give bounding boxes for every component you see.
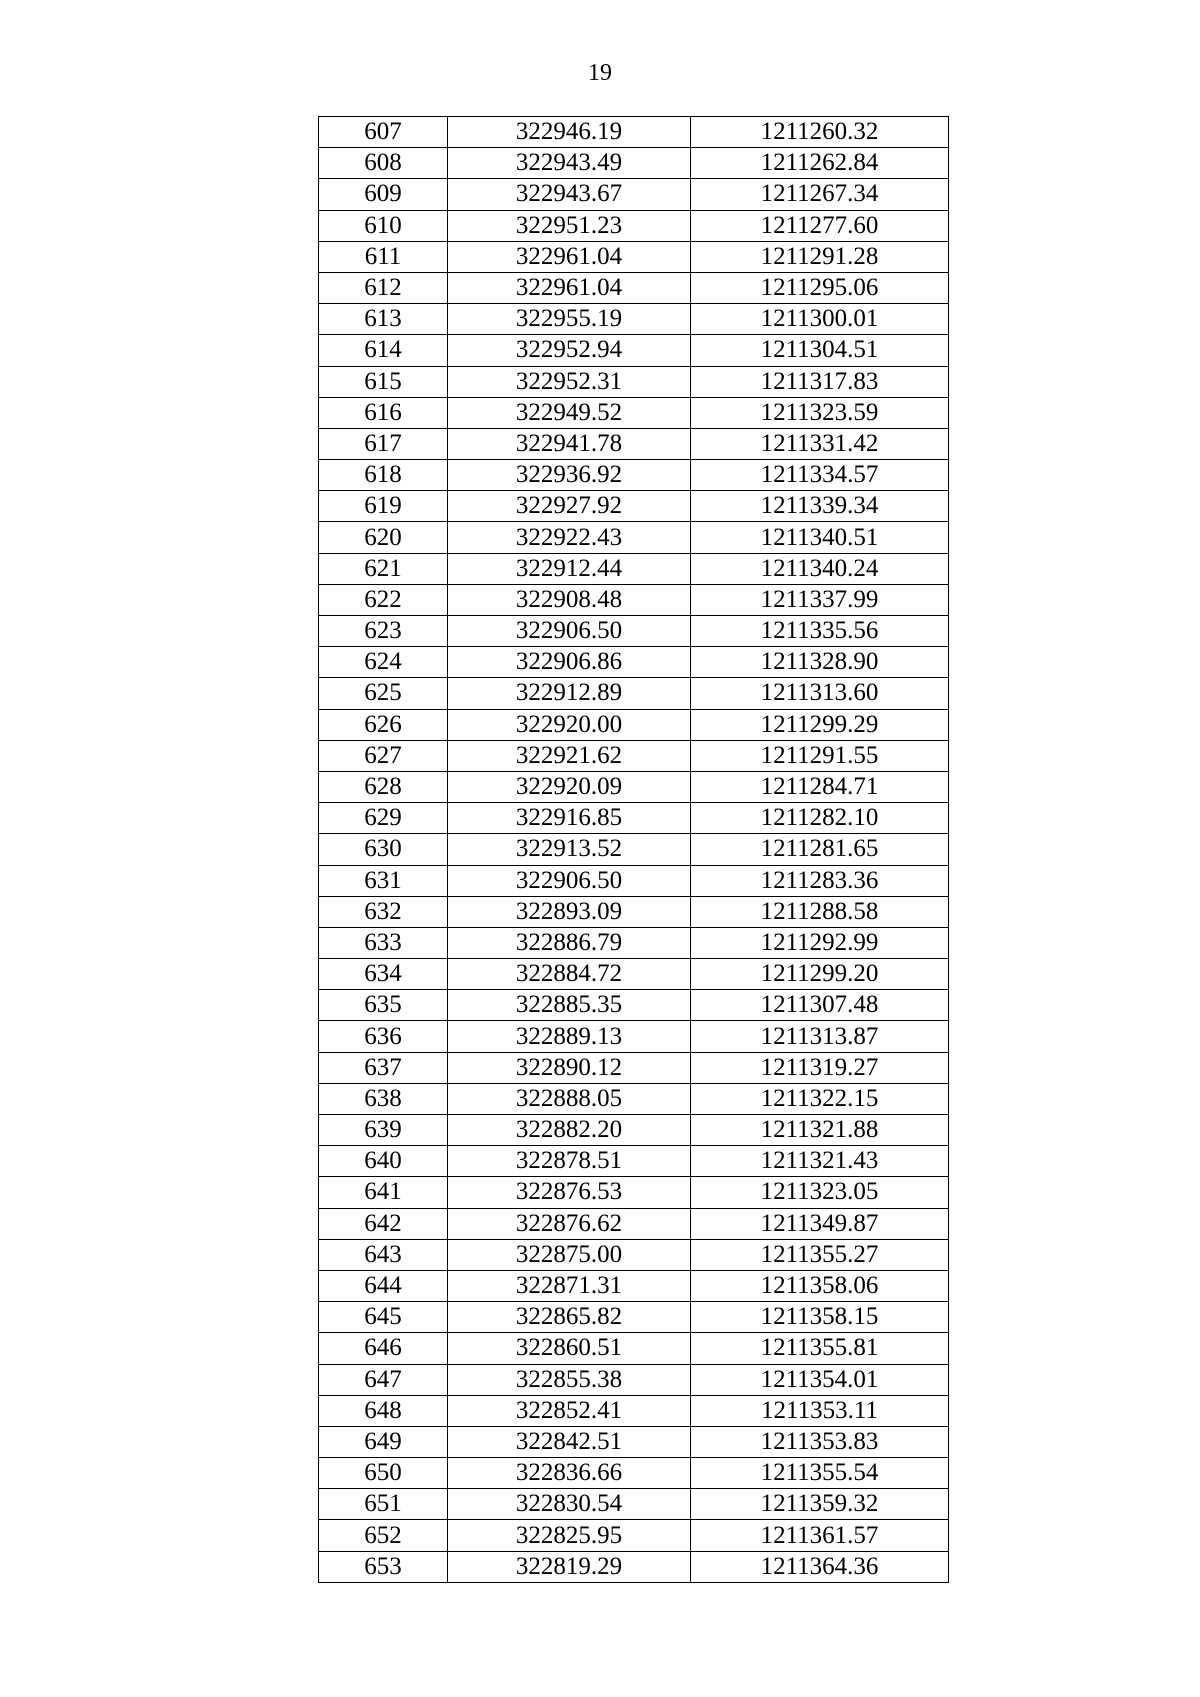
table-row: [319, 210, 949, 241]
x-coordinate-cell: 322952.94: [448, 335, 691, 366]
point-number-cell: 627: [319, 740, 448, 771]
x-coordinate-cell: 322830.54: [448, 1489, 691, 1520]
table-row: [319, 428, 949, 459]
point-number-cell: 613: [319, 304, 448, 335]
table-row: [319, 117, 949, 148]
table-row: [319, 959, 949, 990]
y-coordinate-cell: 1211299.20: [691, 959, 949, 990]
y-coordinate-cell: 1211260.32: [691, 117, 949, 148]
point-number-cell: 610: [319, 210, 448, 241]
point-number-cell: 623: [319, 616, 448, 647]
point-number-cell: 636: [319, 1021, 448, 1052]
point-number-cell: 651: [319, 1489, 448, 1520]
y-coordinate-cell: 1211319.27: [691, 1052, 949, 1083]
table-row: [319, 1021, 949, 1052]
y-coordinate-cell: 1211291.28: [691, 241, 949, 272]
x-coordinate-cell: 322908.48: [448, 584, 691, 615]
x-coordinate-cell: 322920.09: [448, 771, 691, 802]
point-number-cell: 628: [319, 771, 448, 802]
x-coordinate-cell: 322890.12: [448, 1052, 691, 1083]
y-coordinate-cell: 1211317.83: [691, 366, 949, 397]
y-coordinate-cell: 1211322.15: [691, 1083, 949, 1114]
table-row: [319, 647, 949, 678]
x-coordinate-cell: 322888.05: [448, 1083, 691, 1114]
table-row: [319, 1239, 949, 1270]
y-coordinate-cell: 1211339.34: [691, 491, 949, 522]
x-coordinate-cell: 322936.92: [448, 460, 691, 491]
table-row: [319, 148, 949, 179]
point-number-cell: 629: [319, 803, 448, 834]
point-number-cell: 614: [319, 335, 448, 366]
x-coordinate-cell: 322825.95: [448, 1520, 691, 1551]
point-number-cell: 631: [319, 865, 448, 896]
table-row: [319, 1146, 949, 1177]
table-row: [319, 460, 949, 491]
x-coordinate-cell: 322946.19: [448, 117, 691, 148]
point-number-cell: 615: [319, 366, 448, 397]
y-coordinate-cell: 1211364.36: [691, 1551, 949, 1582]
x-coordinate-cell: 322865.82: [448, 1302, 691, 1333]
point-number-cell: 632: [319, 896, 448, 927]
y-coordinate-cell: 1211358.15: [691, 1302, 949, 1333]
table-row: [319, 1115, 949, 1146]
y-coordinate-cell: 1211323.59: [691, 397, 949, 428]
y-coordinate-cell: 1211292.99: [691, 927, 949, 958]
table-row: [319, 522, 949, 553]
x-coordinate-cell: 322906.86: [448, 647, 691, 678]
table-row: [319, 1333, 949, 1364]
point-number-cell: 612: [319, 272, 448, 303]
y-coordinate-cell: 1211281.65: [691, 834, 949, 865]
point-number-cell: 648: [319, 1395, 448, 1426]
point-number-cell: 630: [319, 834, 448, 865]
y-coordinate-cell: 1211359.32: [691, 1489, 949, 1520]
table-row: [319, 1052, 949, 1083]
table-row: [319, 678, 949, 709]
x-coordinate-cell: 322943.67: [448, 179, 691, 210]
point-number-cell: 624: [319, 647, 448, 678]
y-coordinate-cell: 1211353.11: [691, 1395, 949, 1426]
x-coordinate-cell: 322884.72: [448, 959, 691, 990]
table-row: [319, 1551, 949, 1582]
point-number-cell: 609: [319, 179, 448, 210]
table-row: [319, 990, 949, 1021]
point-number-cell: 640: [319, 1146, 448, 1177]
table-row: [319, 927, 949, 958]
point-number-cell: 607: [319, 117, 448, 148]
point-number-cell: 646: [319, 1333, 448, 1364]
coordinates-table: [318, 116, 949, 1583]
y-coordinate-cell: 1211335.56: [691, 616, 949, 647]
x-coordinate-cell: 322921.62: [448, 740, 691, 771]
x-coordinate-cell: 322855.38: [448, 1364, 691, 1395]
table-row: [319, 179, 949, 210]
x-coordinate-cell: 322920.00: [448, 709, 691, 740]
x-coordinate-cell: 322819.29: [448, 1551, 691, 1582]
point-number-cell: 611: [319, 241, 448, 272]
y-coordinate-cell: 1211313.87: [691, 1021, 949, 1052]
table-row: [319, 1458, 949, 1489]
table-row: [319, 803, 949, 834]
table-row: [319, 366, 949, 397]
point-number-cell: 633: [319, 927, 448, 958]
point-number-cell: 650: [319, 1458, 448, 1489]
point-number-cell: 617: [319, 428, 448, 459]
table-row: [319, 865, 949, 896]
y-coordinate-cell: 1211334.57: [691, 460, 949, 491]
y-coordinate-cell: 1211354.01: [691, 1364, 949, 1395]
table-row: [319, 740, 949, 771]
x-coordinate-cell: 322906.50: [448, 616, 691, 647]
y-coordinate-cell: 1211355.81: [691, 1333, 949, 1364]
x-coordinate-cell: 322878.51: [448, 1146, 691, 1177]
point-number-cell: 619: [319, 491, 448, 522]
x-coordinate-cell: 322860.51: [448, 1333, 691, 1364]
point-number-cell: 608: [319, 148, 448, 179]
x-coordinate-cell: 322885.35: [448, 990, 691, 1021]
point-number-cell: 641: [319, 1177, 448, 1208]
x-coordinate-cell: 322949.52: [448, 397, 691, 428]
x-coordinate-cell: 322955.19: [448, 304, 691, 335]
x-coordinate-cell: 322876.53: [448, 1177, 691, 1208]
table-row: [319, 1489, 949, 1520]
y-coordinate-cell: 1211358.06: [691, 1270, 949, 1301]
x-coordinate-cell: 322882.20: [448, 1115, 691, 1146]
point-number-cell: 645: [319, 1302, 448, 1333]
point-number-cell: 642: [319, 1208, 448, 1239]
table-row: [319, 1426, 949, 1457]
table-row: [319, 616, 949, 647]
x-coordinate-cell: 322875.00: [448, 1239, 691, 1270]
y-coordinate-cell: 1211340.51: [691, 522, 949, 553]
x-coordinate-cell: 322941.78: [448, 428, 691, 459]
y-coordinate-cell: 1211337.99: [691, 584, 949, 615]
table-row: [319, 1364, 949, 1395]
y-coordinate-cell: 1211262.84: [691, 148, 949, 179]
point-number-cell: 626: [319, 709, 448, 740]
x-coordinate-cell: 322927.92: [448, 491, 691, 522]
x-coordinate-cell: 322912.44: [448, 553, 691, 584]
y-coordinate-cell: 1211299.29: [691, 709, 949, 740]
point-number-cell: 616: [319, 397, 448, 428]
table-row: [319, 491, 949, 522]
table-row: [319, 1302, 949, 1333]
y-coordinate-cell: 1211321.88: [691, 1115, 949, 1146]
y-coordinate-cell: 1211288.58: [691, 896, 949, 927]
x-coordinate-cell: 322913.52: [448, 834, 691, 865]
point-number-cell: 638: [319, 1083, 448, 1114]
point-number-cell: 635: [319, 990, 448, 1021]
point-number-cell: 625: [319, 678, 448, 709]
y-coordinate-cell: 1211295.06: [691, 272, 949, 303]
point-number-cell: 652: [319, 1520, 448, 1551]
table-row: [319, 1520, 949, 1551]
point-number-cell: 620: [319, 522, 448, 553]
y-coordinate-cell: 1211321.43: [691, 1146, 949, 1177]
x-coordinate-cell: 322906.50: [448, 865, 691, 896]
y-coordinate-cell: 1211355.54: [691, 1458, 949, 1489]
y-coordinate-cell: 1211304.51: [691, 335, 949, 366]
y-coordinate-cell: 1211284.71: [691, 771, 949, 802]
x-coordinate-cell: 322916.85: [448, 803, 691, 834]
y-coordinate-cell: 1211277.60: [691, 210, 949, 241]
table-row: [319, 1083, 949, 1114]
y-coordinate-cell: 1211323.05: [691, 1177, 949, 1208]
point-number-cell: 621: [319, 553, 448, 584]
x-coordinate-cell: 322889.13: [448, 1021, 691, 1052]
x-coordinate-cell: 322876.62: [448, 1208, 691, 1239]
y-coordinate-cell: 1211267.34: [691, 179, 949, 210]
page-number: 19: [588, 60, 612, 86]
point-number-cell: 647: [319, 1364, 448, 1395]
x-coordinate-cell: 322842.51: [448, 1426, 691, 1457]
table-row: [319, 272, 949, 303]
table-row: [319, 335, 949, 366]
coordinates-table-body: [319, 117, 949, 1583]
x-coordinate-cell: 322912.89: [448, 678, 691, 709]
point-number-cell: 639: [319, 1115, 448, 1146]
x-coordinate-cell: 322961.04: [448, 272, 691, 303]
table-row: [319, 1177, 949, 1208]
point-number-cell: 622: [319, 584, 448, 615]
y-coordinate-cell: 1211282.10: [691, 803, 949, 834]
point-number-cell: 618: [319, 460, 448, 491]
y-coordinate-cell: 1211331.42: [691, 428, 949, 459]
y-coordinate-cell: 1211291.55: [691, 740, 949, 771]
table-row: [319, 304, 949, 335]
x-coordinate-cell: 322893.09: [448, 896, 691, 927]
x-coordinate-cell: 322951.23: [448, 210, 691, 241]
x-coordinate-cell: 322871.31: [448, 1270, 691, 1301]
y-coordinate-cell: 1211361.57: [691, 1520, 949, 1551]
table-row: [319, 553, 949, 584]
point-number-cell: 643: [319, 1239, 448, 1270]
y-coordinate-cell: 1211300.01: [691, 304, 949, 335]
y-coordinate-cell: 1211355.27: [691, 1239, 949, 1270]
table-row: [319, 397, 949, 428]
y-coordinate-cell: 1211349.87: [691, 1208, 949, 1239]
y-coordinate-cell: 1211313.60: [691, 678, 949, 709]
y-coordinate-cell: 1211307.48: [691, 990, 949, 1021]
x-coordinate-cell: 322961.04: [448, 241, 691, 272]
point-number-cell: 634: [319, 959, 448, 990]
point-number-cell: 649: [319, 1426, 448, 1457]
table-row: [319, 241, 949, 272]
x-coordinate-cell: 322952.31: [448, 366, 691, 397]
x-coordinate-cell: 322922.43: [448, 522, 691, 553]
x-coordinate-cell: 322836.66: [448, 1458, 691, 1489]
y-coordinate-cell: 1211328.90: [691, 647, 949, 678]
y-coordinate-cell: 1211340.24: [691, 553, 949, 584]
point-number-cell: 653: [319, 1551, 448, 1582]
y-coordinate-cell: 1211283.36: [691, 865, 949, 896]
x-coordinate-cell: 322852.41: [448, 1395, 691, 1426]
table-row: [319, 834, 949, 865]
table-row: [319, 1395, 949, 1426]
x-coordinate-cell: 322943.49: [448, 148, 691, 179]
table-row: [319, 1270, 949, 1301]
point-number-cell: 644: [319, 1270, 448, 1301]
y-coordinate-cell: 1211353.83: [691, 1426, 949, 1457]
table-row: [319, 709, 949, 740]
table-row: [319, 1208, 949, 1239]
x-coordinate-cell: 322886.79: [448, 927, 691, 958]
table-row: [319, 584, 949, 615]
table-row: [319, 896, 949, 927]
table-row: [319, 771, 949, 802]
point-number-cell: 637: [319, 1052, 448, 1083]
